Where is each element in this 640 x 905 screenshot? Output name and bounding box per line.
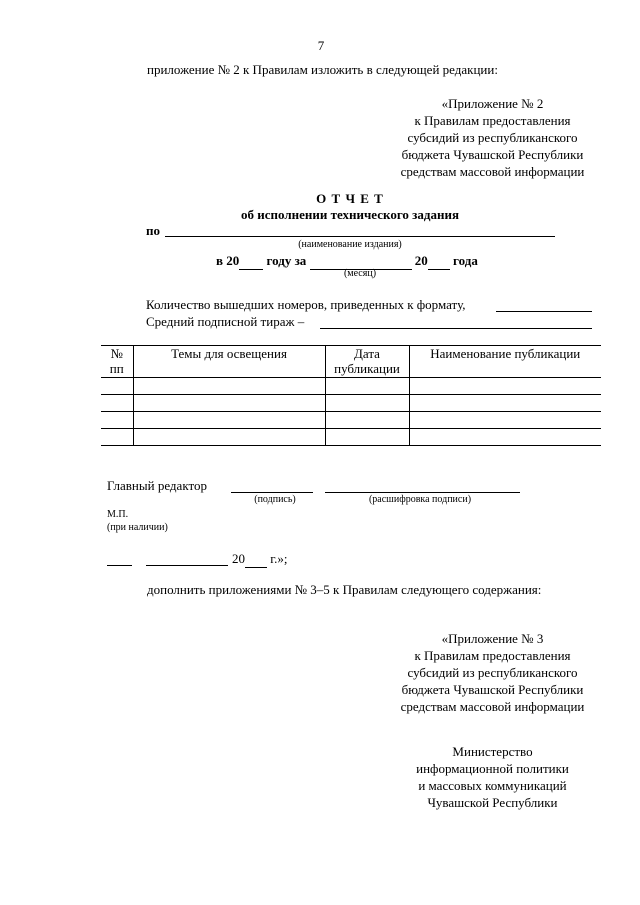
header-date-line1: Дата [354, 346, 380, 361]
appendix2-line: субсидий из республиканского [407, 130, 578, 145]
header-num-line2: пп [109, 361, 124, 376]
table-header-row [101, 346, 601, 378]
stamp-label: М.П. [107, 509, 129, 520]
year-mid2: 20 [414, 253, 428, 268]
table-cell[interactable] [101, 429, 133, 446]
header-topics-text: Темы для освещения [171, 346, 287, 361]
table-row [101, 395, 601, 412]
appendix3-header [370, 630, 615, 715]
signature-underline [231, 492, 313, 493]
appendix3-line: средствам массовой информации [400, 699, 585, 714]
appendix3-line: «Приложение № 3 [441, 631, 544, 646]
ministry-line: Министерство [452, 744, 533, 759]
intro-line: приложение № 2 к Правилам изложить в следующей редакции: [147, 62, 498, 77]
date-month-blank [146, 565, 228, 566]
year-prefix: в 20 [216, 253, 240, 268]
table-cell[interactable] [133, 429, 325, 446]
table-cell[interactable] [325, 412, 409, 429]
date-line [232, 551, 287, 568]
appendix2-line: к Правилам предоставления [414, 113, 571, 128]
ministry-line: и массовых коммуникаций [418, 778, 567, 793]
table-cell[interactable] [133, 412, 325, 429]
appendix3-line: бюджета Чувашской Республики [401, 682, 584, 697]
po-label: по [146, 223, 160, 238]
count-underline [496, 311, 592, 312]
circulation-underline [320, 328, 592, 329]
report-title: О Т Ч Е Т [316, 191, 384, 206]
appendix2-line: «Приложение № 2 [441, 96, 544, 111]
year-suffix: года [453, 253, 478, 268]
report-table [101, 345, 601, 446]
year-blank [239, 253, 263, 270]
table-cell[interactable] [325, 429, 409, 446]
table-row [101, 412, 601, 429]
date-day-blank [107, 565, 132, 566]
date-mid: 20 [232, 551, 245, 566]
table-cell[interactable] [325, 378, 409, 395]
supplement-line: дополнить приложениями № 3–5 к Правилам следующего содержания: [147, 582, 542, 597]
date-year-blank [245, 551, 267, 568]
report-subtitle: об исполнении технического задания [241, 207, 459, 222]
po-caption: (наименование издания) [298, 239, 402, 250]
table-cell[interactable] [409, 395, 601, 412]
table-row [101, 378, 601, 395]
table-cell[interactable] [133, 378, 325, 395]
header-num [101, 346, 133, 378]
appendix2-line: средствам массовой информации [400, 164, 585, 179]
year2-blank [428, 253, 450, 270]
table-cell[interactable] [133, 395, 325, 412]
ministry-line: информационной политики [416, 761, 569, 776]
table-cell[interactable] [325, 395, 409, 412]
header-date [325, 346, 409, 378]
appendix3-line: субсидий из республиканского [407, 665, 578, 680]
table-cell[interactable] [409, 429, 601, 446]
decode-underline [325, 492, 520, 493]
header-date-line2: публикации [334, 361, 400, 376]
table-row [101, 429, 601, 446]
appendix2-header [370, 95, 615, 180]
table-cell[interactable] [409, 378, 601, 395]
month-caption: (месяц) [343, 268, 377, 279]
page-number: 7 [317, 38, 325, 53]
table-cell[interactable] [101, 378, 133, 395]
header-num-line1: № [110, 346, 123, 361]
count-label: Количество вышедших номеров, приведенных к формату, [146, 297, 466, 312]
year-mid: году за [266, 253, 307, 268]
sign-caption: (подпись) [254, 494, 296, 505]
header-topics [133, 346, 325, 378]
editor-label: Главный редактор [107, 478, 207, 493]
circulation-label: Средний подписной тираж – [146, 314, 305, 329]
ministry-block [370, 743, 615, 811]
table-cell[interactable] [101, 395, 133, 412]
ministry-line: Чувашской Республики [427, 795, 558, 810]
stamp-note: (при наличии) [107, 522, 168, 533]
appendix3-line: к Правилам предоставления [414, 648, 571, 663]
date-suffix: г.»; [270, 551, 288, 566]
header-publication-text: Наименование публикации [430, 346, 581, 361]
table-cell[interactable] [409, 412, 601, 429]
po-underline [165, 236, 555, 237]
appendix2-line: бюджета Чувашской Республики [401, 147, 584, 162]
decode-caption: (расшифровка подписи) [368, 494, 472, 505]
table-cell[interactable] [101, 412, 133, 429]
header-publication [409, 346, 601, 378]
